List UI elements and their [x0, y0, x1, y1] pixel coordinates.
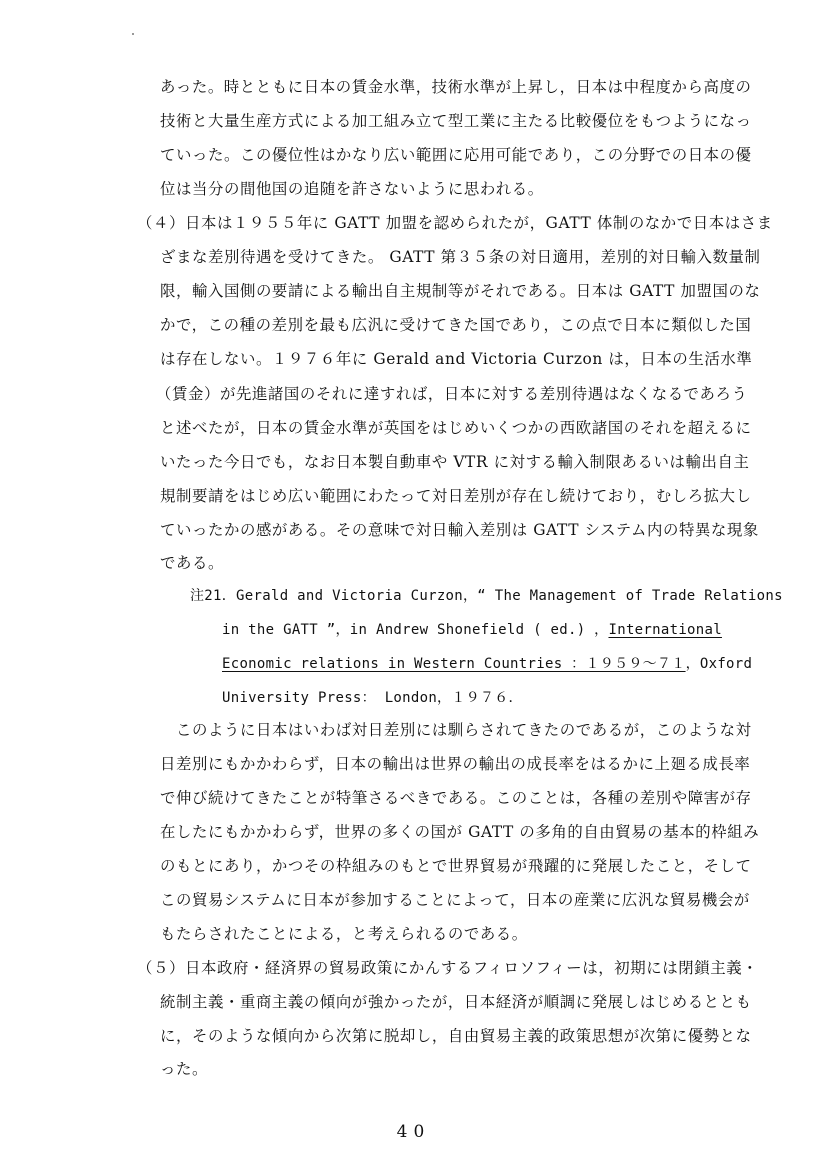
- text-line: で伸び続けてきたことが特筆さるべきである。このことは，各種の差別や障害が存: [160, 789, 752, 807]
- footnote-line: [222, 654, 752, 674]
- paragraph-4-start: （４）日本は１９５５年に GATT 加盟を認められたが，GATT 体制のなかで日本はさま: [137, 214, 773, 232]
- footnote-line: [222, 620, 722, 640]
- footnote-line: 注21．Gerald and Victoria Curzon，“ The Management of Trade Relations: [190, 588, 783, 604]
- footnote-text: in the GATT ”，in Andrew Shonefield ( ed.) ，: [222, 622, 609, 638]
- paragraph-start: このように日本はいわば対日差別には馴らされてきたのであるが，このような対: [176, 721, 752, 739]
- text-line: 限，輸入国側の要請による輸出自主規制等がそれである。日本は GATT 加盟国のな: [160, 282, 761, 300]
- text-line: った。: [160, 1060, 208, 1078]
- text-line: と述べたが，日本の賃金水準が英国をはじめいくつかの西欧諸国のそれを超えるに: [160, 419, 752, 437]
- text-line: ざまな差別待遇を受けてきた。 GATT 第３５条の対日適用，差別的対日輸入数量制: [160, 248, 761, 266]
- text-line: 位は当分の間他国の追随を許さないように思われる。: [160, 180, 544, 198]
- text-line: である。: [160, 554, 224, 572]
- text-line: ていったかの感がある。その意味で対日輸入差別は GATT システム内の特異な現象: [160, 521, 759, 539]
- book-title: International: [608, 622, 722, 638]
- text-line: かで，この種の差別を最も広汎に受けてきた国であり，この点で日本に類似した国: [160, 316, 752, 334]
- text-line: この貿易システムに日本が参加することによって，日本の産業に広汎な貿易機会が: [160, 891, 750, 909]
- scan-speck: [132, 33, 134, 35]
- text-line: 技術と大量生産方式による加工組み立て型工業に主たる比較優位をもつようになっ: [160, 112, 752, 130]
- text-line: 統制主義・重商主義の傾向が強かったが，日本経済が順調に発展しはじめるととも: [160, 993, 752, 1011]
- text-line: ていった。この優位性はかなり広い範囲に応用可能であり，この分野での日本の優: [160, 146, 752, 164]
- text-line: もたらされたことによる，と考えられるのである。: [160, 925, 528, 943]
- text-line: 日差別にもかかわらず，日本の輸出は世界の輸出の成長率をはるかに上廻る成長率: [160, 755, 751, 773]
- footnote-line: University Press： London，１９７６．: [222, 690, 523, 706]
- book-title: Economic relations in Western Countries ：１９５９～７１: [222, 656, 686, 672]
- text-line: いたった今日でも，なお日本製自動車や VTR に対する輸入制限あるいは輸出自主: [160, 453, 750, 471]
- text-line: （賃金）が先進諸国のそれに達すれば，日本に対する差別待遇はなくなるであろう: [156, 385, 748, 403]
- text-line: に，そのような傾向から次第に脱却し，自由貿易主義的政策思想が次第に優勢とな: [160, 1027, 752, 1045]
- text-line: あった。時とともに日本の賃金水準，技術水準が上昇し，日本は中程度から高度の: [160, 78, 752, 96]
- text-line: は存在しない。１９７６年に Gerald and Victoria Curzon は，日本の生活水準: [160, 350, 753, 368]
- page-number: 40: [396, 1122, 431, 1142]
- text-line: のもとにあり，かつその枠組みのもとで世界貿易が飛躍的に発展したこと，そして: [160, 857, 752, 875]
- text-line: 規制要請をはじめ広い範囲にわたって対日差別が存在し続けており，むしろ拡大し: [160, 487, 752, 505]
- footnote-text: ，Oxford: [685, 656, 753, 672]
- text-line: 在したにもかかわらず，世界の多くの国が GATT の多角的自由貿易の基本的枠組み: [160, 823, 760, 841]
- paragraph-5-start: （５）日本政府・経済界の貿易政策にかんするフィロソフィーは，初期には閉鎖主義・: [137, 959, 759, 977]
